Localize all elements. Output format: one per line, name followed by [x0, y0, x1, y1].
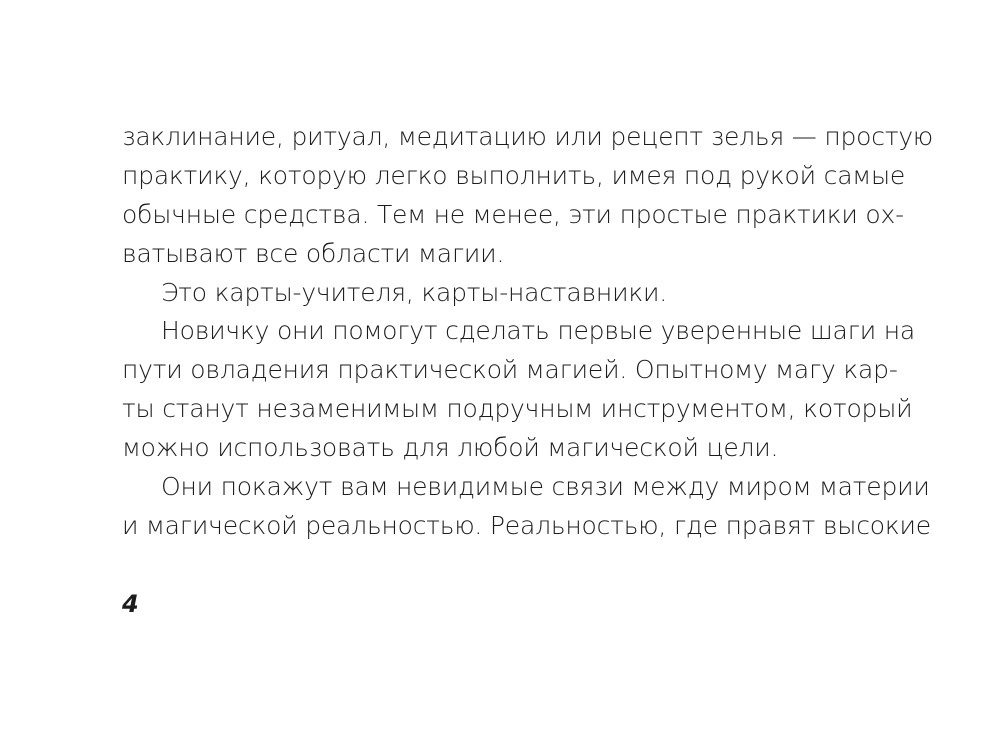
body-text — [122, 118, 934, 546]
page-number: 4 — [122, 590, 139, 618]
text-line: ты станут незаменимым подручным инструментом, который — [122, 394, 913, 424]
text-line: пути овладения практической магией. Опытному магу кар- — [122, 355, 898, 385]
text-line: ватывают все области магии. — [122, 238, 505, 268]
text-line: практику, которую легко выполнить, имея под рукой самые — [122, 160, 906, 190]
text-line: заклинание, ритуал, медитацию или рецепт зелья — простую — [122, 122, 934, 151]
text-line: Это карты-учителя, карты-наставники. — [161, 277, 667, 307]
text-line: обычные средства. Тем не менее, эти простые практики ох- — [122, 199, 904, 229]
text-line: и магической реальностью. Реальностью, где правят высокие — [122, 510, 931, 540]
text-line: Новичку они помогут сделать первые уверенные шаги на — [161, 316, 916, 346]
text-line: можно использовать для любой магической цели. — [122, 433, 779, 463]
text-line: Они покажут вам невидимые связи между миром материи — [161, 472, 930, 502]
